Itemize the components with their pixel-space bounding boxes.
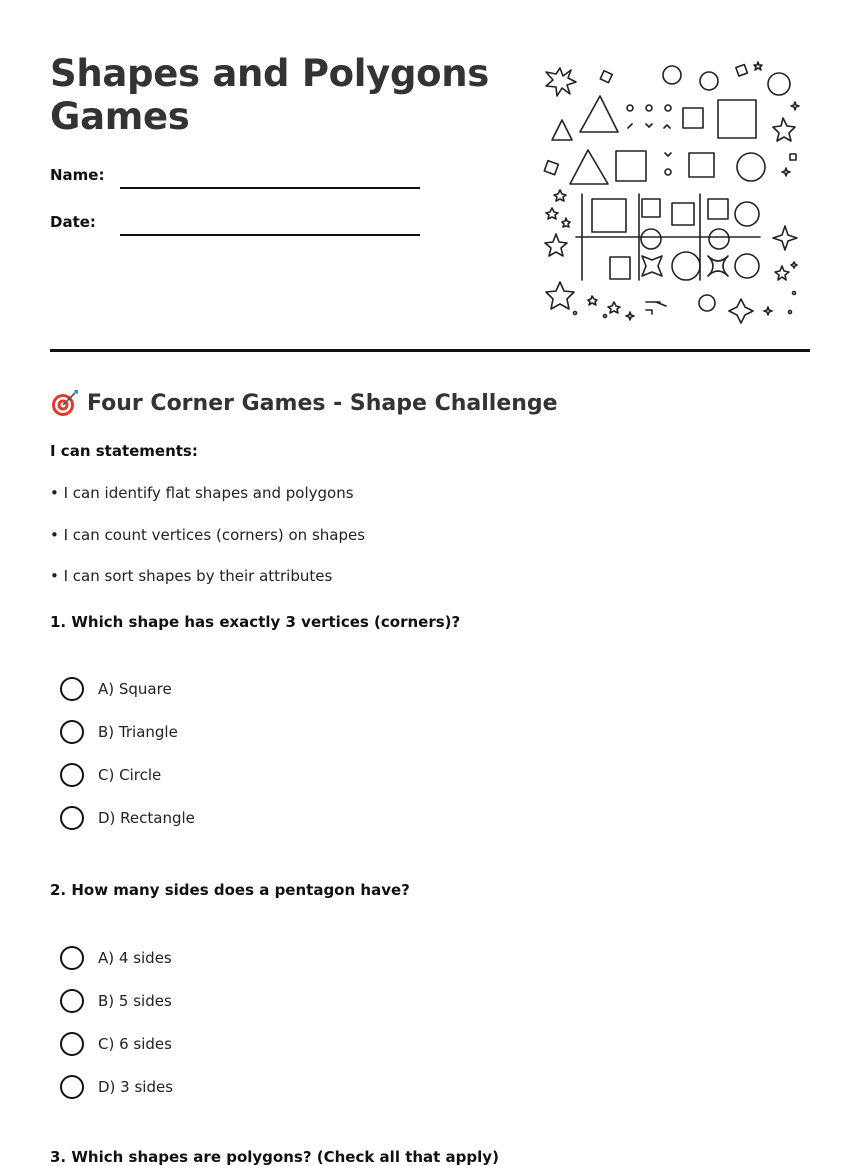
radio-button[interactable] [60, 763, 84, 787]
section-title-text: Four Corner Games - Shape Challenge [87, 390, 558, 416]
q2-option-b[interactable] [60, 988, 172, 1014]
radio-button[interactable] [60, 677, 84, 701]
option-label: B) Triangle [98, 723, 178, 741]
option-label: C) 6 sides [98, 1035, 172, 1053]
date-field[interactable] [50, 213, 430, 243]
ican-item: • I can identify flat shapes and polygons [50, 484, 354, 502]
q1-option-a[interactable] [60, 676, 172, 702]
option-label: D) 3 sides [98, 1078, 174, 1096]
question-2: 2. How many sides does a pentagon have? [50, 881, 410, 899]
radio-button[interactable] [60, 1075, 84, 1099]
radio-button[interactable] [60, 989, 84, 1013]
option-label: D) Rectangle [98, 809, 195, 827]
name-line[interactable] [120, 187, 420, 189]
ican-item: • I can sort shapes by their attributes [50, 567, 333, 585]
option-label: B) 5 sides [98, 992, 172, 1010]
q1-option-b[interactable] [60, 719, 178, 745]
ican-heading: I can statements: [50, 442, 198, 460]
date-line[interactable] [120, 234, 420, 236]
page-title [50, 52, 520, 138]
question-1: 1. Which shape has exactly 3 vertices (corners)? [50, 613, 461, 631]
question-3: 3. Which shapes are polygons? (Check all that apply) [50, 1148, 499, 1166]
ican-item: • I can count vertices (corners) on shapes [50, 526, 366, 544]
option-label: C) Circle [98, 766, 162, 784]
radio-button[interactable] [60, 1032, 84, 1056]
q2-option-c[interactable] [60, 1031, 172, 1057]
name-label: Name: [50, 166, 105, 184]
section-title [50, 388, 558, 418]
shapes-doodle-illustration [538, 56, 802, 324]
radio-button[interactable] [60, 806, 84, 830]
date-label: Date: [50, 213, 96, 231]
name-field[interactable] [50, 166, 430, 196]
option-label: A) Square [98, 680, 172, 698]
option-label: A) 4 sides [98, 949, 172, 967]
title-line-2: Games [50, 95, 190, 138]
radio-button[interactable] [60, 946, 84, 970]
q1-option-c[interactable] [60, 762, 161, 788]
q1-option-d[interactable] [60, 805, 195, 831]
q2-option-d[interactable] [60, 1074, 173, 1100]
header-divider [50, 349, 810, 352]
title-line-1: Shapes and Polygons [50, 52, 490, 95]
target-dart-icon [50, 388, 80, 418]
radio-button[interactable] [60, 720, 84, 744]
q2-option-a[interactable] [60, 945, 172, 971]
